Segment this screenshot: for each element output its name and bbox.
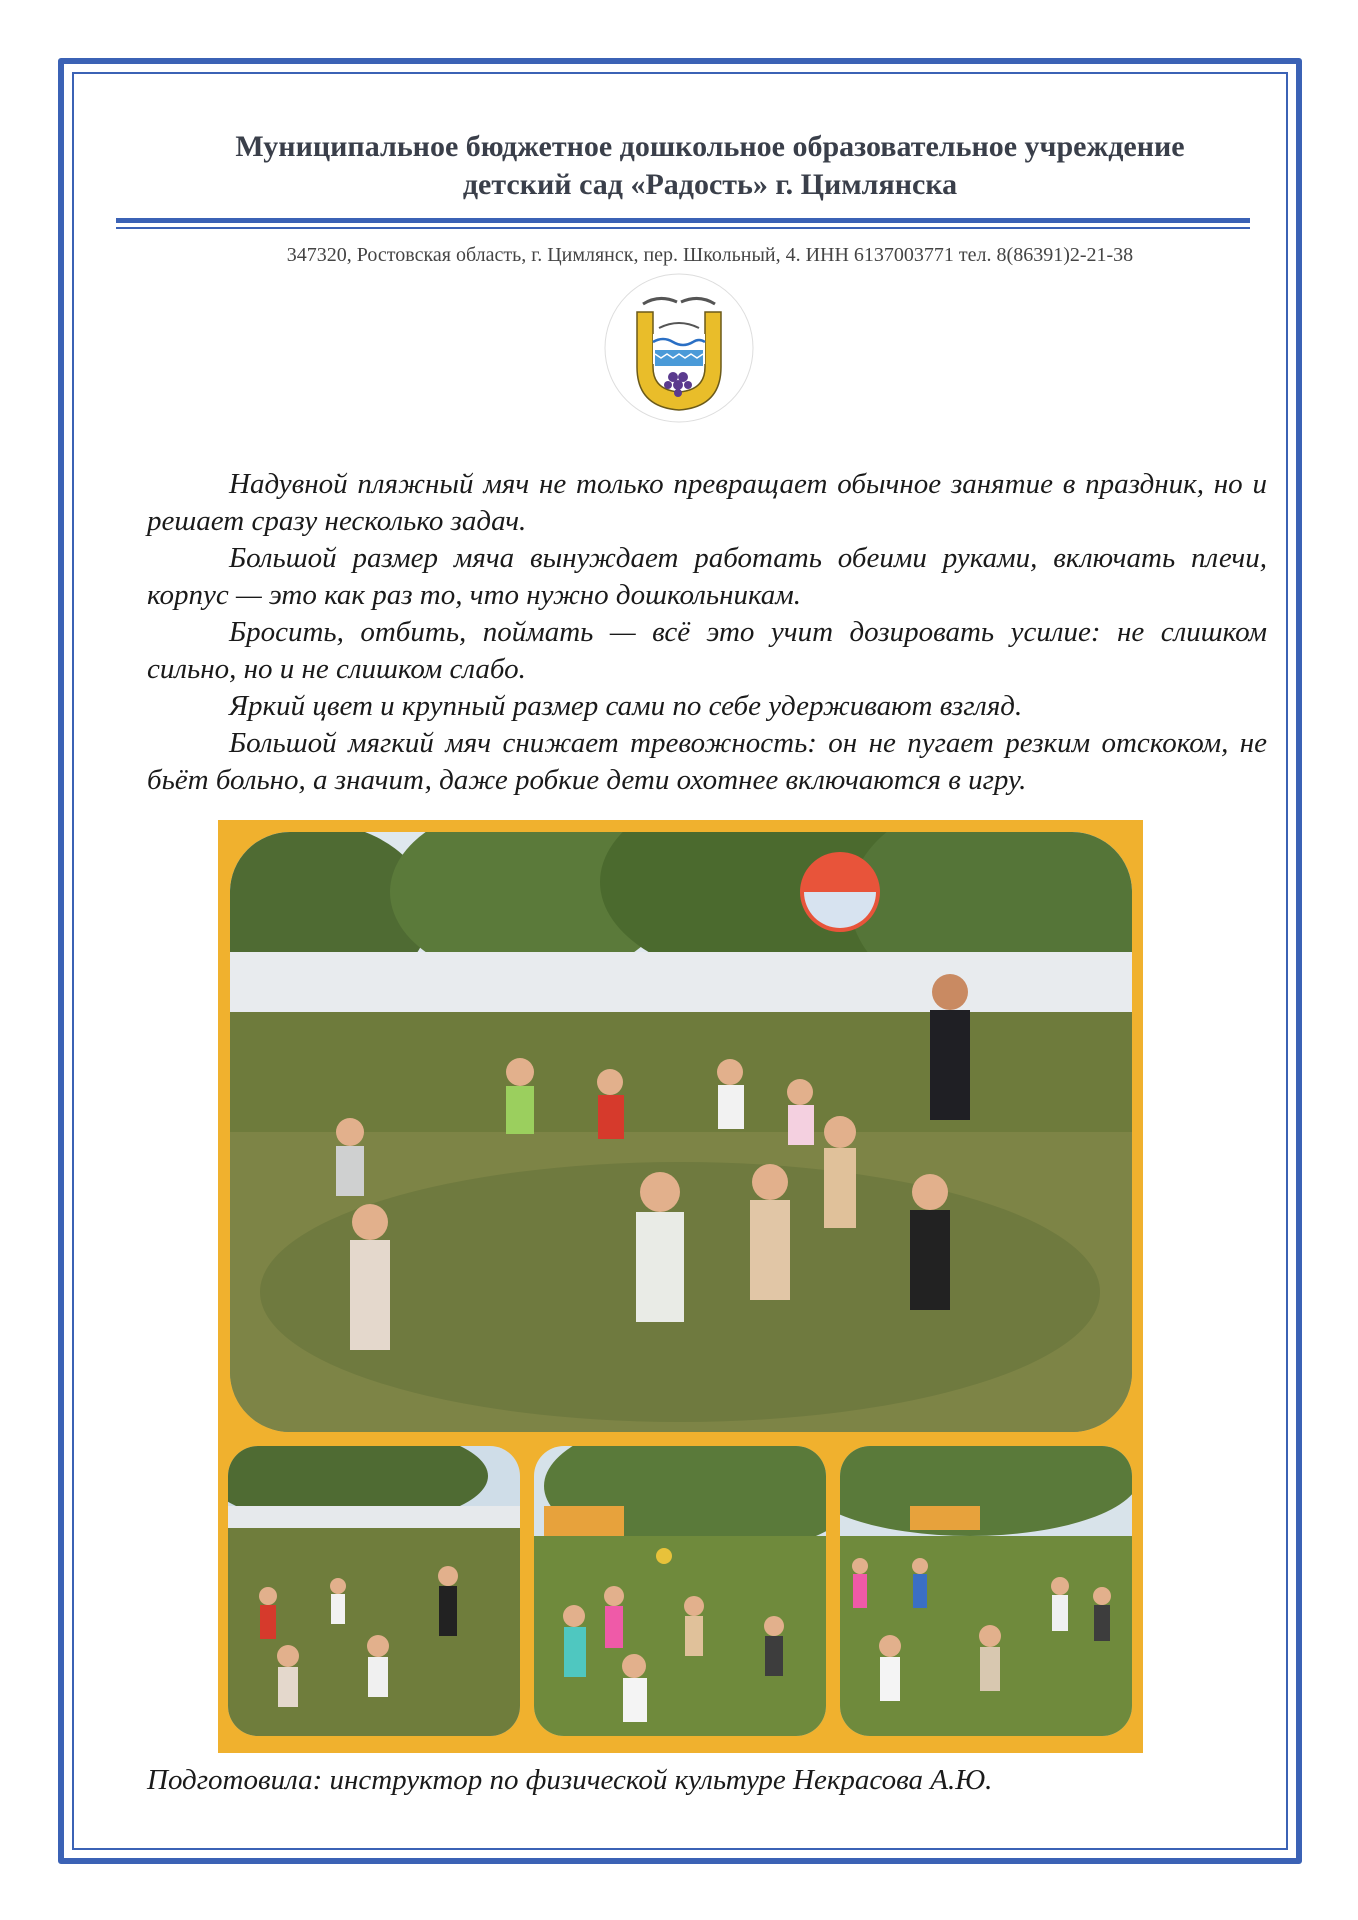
article-paragraph: Надувной пляжный мяч не только превращает обычное занятие в праздник, но и решает сразу несколько задач. xyxy=(147,468,1267,537)
photo-small-2 xyxy=(534,1446,826,1736)
article-paragraph: Яркий цвет и крупный размер сами по себе удерживают взгляд. xyxy=(229,690,1023,722)
address-line: 347320, Ростовская область, г. Цимлянск, пер. Школьный, 4. ИНН 6137003771 тел. 8(86391)2-21-38 xyxy=(286,244,1134,266)
article-paragraph: Большой мягкий мяч снижает тревожность: он не пугает резким отскоком, не бьёт больно, а значит, даже робкие дети охотнее включаются в игру. xyxy=(147,727,1267,796)
photo-small-1 xyxy=(228,1446,520,1736)
title-line-2: детский сад «Радость» г. Цимлянска xyxy=(462,168,958,201)
kindergarten-emblem-icon xyxy=(603,272,755,424)
author-credit: Подготовила: инструктор по физической культуре Некрасова А.Ю. xyxy=(147,1764,993,1796)
photo-small-3 xyxy=(840,1446,1132,1736)
institution-title xyxy=(110,128,1310,204)
article-paragraph: Большой размер мяча вынуждает работать обеими руками, включать плечи, корпус — это как раз то, что нужно дошкольникам. xyxy=(147,542,1267,611)
article-paragraph: Бросить, отбить, поймать — всё это учит дозировать усилие: не слишком сильно, но и не слишком слабо. xyxy=(147,616,1267,685)
photo-collage xyxy=(218,820,1143,1753)
header-rule-thick xyxy=(116,218,1250,223)
article-text xyxy=(147,466,1267,799)
title-line-1: Муниципальное бюджетное дошкольное образовательное учреждение xyxy=(235,130,1185,163)
main-photo-children-with-ball xyxy=(230,832,1132,1432)
header-rule-thin xyxy=(116,227,1250,229)
